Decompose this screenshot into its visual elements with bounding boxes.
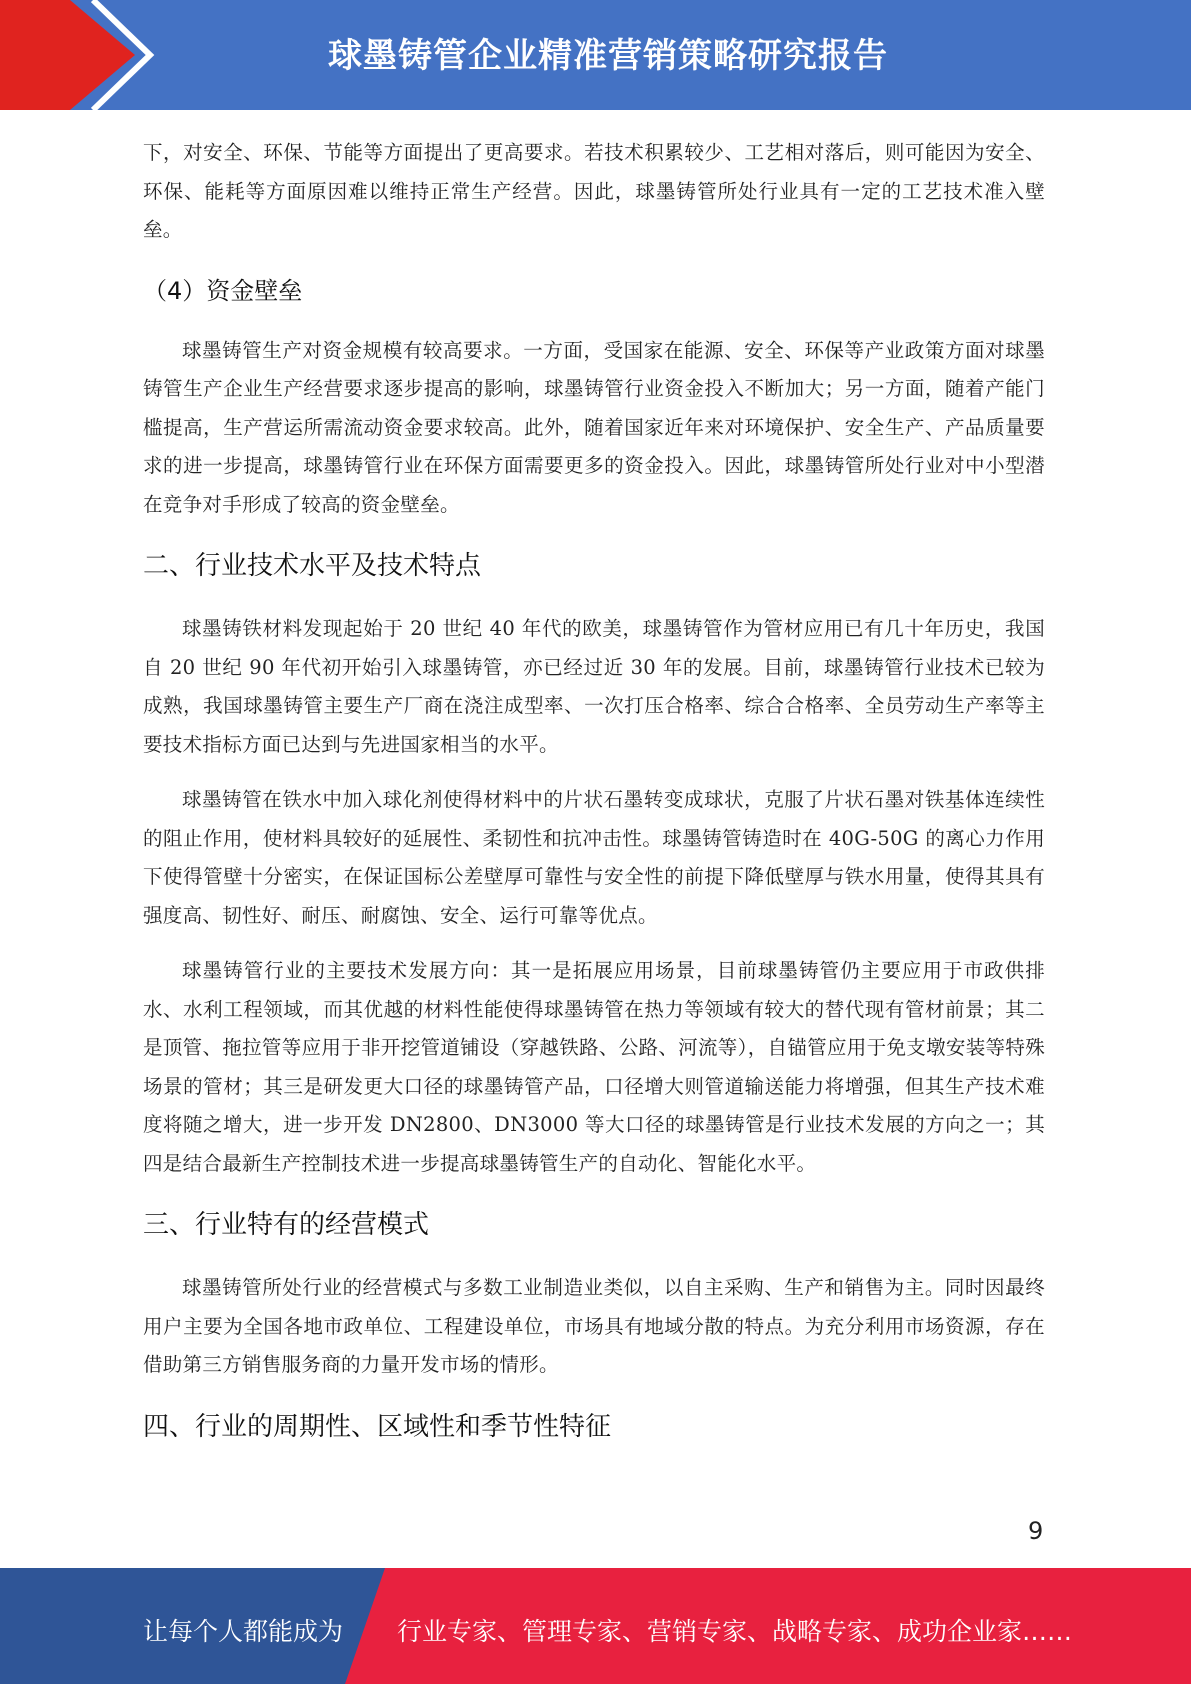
- footer-slogan-right: 行业专家、管理专家、营销专家、战略专家、成功企业家……: [397, 1617, 1073, 1646]
- paragraph-tech-2: 球墨铸管在铁水中加入球化剂使得材料中的片状石墨转变成球状，克服了片状石墨对铁基体连续性的阻止作用，使材料具较好的延展性、柔韧性和抗冲击性。球墨铸管铸造时在 40G-50G 的离心力作用下使得管壁十分密实，在保证国标公差壁厚可靠性与安全性的前提下降低壁厚与铁水用量，使得其具有强度高、韧性好、耐压、耐腐蚀、安全、运行可靠等优点。: [143, 788, 1045, 927]
- page-content: [143, 134, 1045, 1471]
- heading-business-mode: 三、行业特有的经营模式: [143, 1210, 430, 1240]
- page-number: 9: [1028, 1517, 1044, 1545]
- subheading-capital-barrier: （4）资金壁垒: [143, 276, 303, 305]
- report-title: 球墨铸管企业精准营销策略研究报告: [328, 36, 888, 76]
- paragraph-tech-3: 球墨铸管行业的主要技术发展方向：其一是拓展应用场景，目前球墨铸管仍主要应用于市政供排水、水利工程领域，而其优越的材料性能使得球墨铸管在热力等领域有较大的替代现有管材前景；其二是顶管、拖拉管等应用于非开挖管道铺设（穿越铁路、公路、河流等），自锚管应用于免支墩安装等特殊场景的管材；其三是研发更大口径的球墨铸管产品，口径增大则管道输送能力将增强，但其生产技术难度将随之增大，进一步开发 DN2800、DN3000 等大口径的球墨铸管是行业技术发展的方向之一；其四是结合最新生产控制技术进一步提高球墨铸管生产的自动化、智能化水平。: [143, 959, 1045, 1175]
- paragraph-tech-1: 球墨铸铁材料发现起始于 20 世纪 40 年代的欧美，球墨铸管作为管材应用已有几十年历史，我国自 20 世纪 90 年代初开始引入球墨铸管，亦已经过近 30 年的发展。目前，球墨铸管行业技术已较为成熟，我国球墨铸管主要生产厂商在浇注成型率、一次打压合格率、综合合格率、全员劳动生产率等主要技术指标方面已达到与先进国家相当的水平。: [143, 617, 1045, 756]
- heading-cyclicality: 四、行业的周期性、区域性和季节性特征: [143, 1411, 612, 1442]
- page-footer: [0, 1568, 1191, 1684]
- footer-slogan-left: 让每个人都能成为: [143, 1617, 344, 1646]
- paragraph-business-mode: 球墨铸管所处行业的经营模式与多数工业制造业类似，以自主采购、生产和销售为主。同时因最终用户主要为全国各地市政单位、工程建设单位，市场具有地域分散的特点。为充分利用市场资源，存在借助第三方销售服务商的力量开发市场的情形。: [143, 1276, 1045, 1376]
- paragraph-capital-barrier: 球墨铸管生产对资金规模有较高要求。一方面，受国家在能源、安全、环保等产业政策方面对球墨铸管生产企业生产经营要求逐步提高的影响，球墨铸管行业资金投入不断加大；另一方面，随着产能门槛提高，生产营运所需流动资金要求较高。此外，随着国家近年来对环境保护、安全生产、产品质量要求的进一步提高，球墨铸管行业在环保方面需要更多的资金投入。因此，球墨铸管所处行业对中小型潜在竞争对手形成了较高的资金壁垒。: [143, 338, 1045, 516]
- heading-tech-level: 二、行业技术水平及技术特点: [143, 551, 482, 581]
- page-header: [0, 0, 1191, 110]
- paragraph-intro: 下，对安全、环保、节能等方面提出了更高要求。若技术积累较少、工艺相对落后，则可能因为安全、环保、能耗等方面原因难以维持正常生产经营。因此，球墨铸管所处行业具有一定的工艺技术准入壁垒。: [143, 141, 1045, 241]
